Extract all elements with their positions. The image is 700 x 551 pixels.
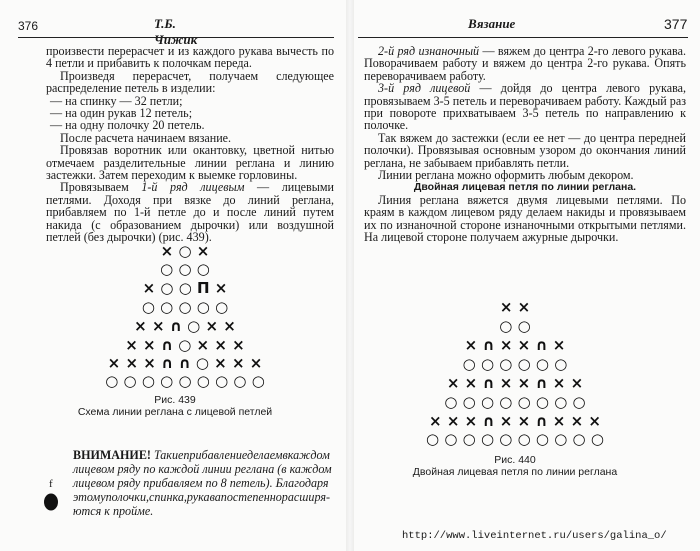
figure-439-svg <box>90 240 280 390</box>
figure-439-number: Рис. 439 <box>154 394 196 406</box>
fig439-row-5: × × ∩ ○ × × <box>134 317 236 335</box>
figure-440-number: Рис. 440 <box>494 454 536 466</box>
figure-440-title: Двойная лицевая петля по линии реглана <box>412 466 618 478</box>
margin-bullet-icon <box>42 492 60 512</box>
row1-emphasis: 1-й ряд лицевым <box>141 180 245 195</box>
right-paragraph-decor: Линии реглана можно оформить любым декором. <box>378 168 634 183</box>
figure-439-title: Схема линии реглана с лицевой петлей <box>77 406 273 418</box>
fig439-row-2: ○ ○ ○ <box>160 260 210 278</box>
left-paragraph-collar: Провязав воротник или окантовку, цветной нитью отмечаем разделительные линии реглана и линию застежки. Затем переходим к выемке горловины. <box>46 143 334 183</box>
right-running-head: Вязание <box>468 16 516 31</box>
right-page <box>350 0 700 551</box>
list-item-front: — на одну полочку 20 петель. <box>50 118 205 133</box>
list-item-back: — на спинку — 32 петли; <box>50 93 183 108</box>
warning-label: ВНИМАНИЕ! <box>73 448 151 462</box>
fig440-row-4: ○ ○ ○ ○ ○ ○ <box>462 355 568 373</box>
fig440-row-8: ○ ○ ○ ○ ○ ○ ○ ○ ○ ○ <box>426 430 604 448</box>
warning-text-1: Такиеприбавлениеделаемвкаждом <box>150 448 330 462</box>
row2-emphasis: 2-й ряд изнаночный <box>378 44 480 58</box>
right-paragraph-row3 <box>364 82 686 132</box>
warning-line-3: лицевом ряду прибавляем по 8 петель). Благодаря <box>73 476 329 490</box>
margin-mark: f <box>49 478 53 490</box>
row3-emphasis: 3-й ряд лицевой <box>378 81 471 96</box>
figure-440-svg <box>395 296 635 448</box>
right-paragraph-fastener: Так вяжем до застежки (если ее нет — до центра передней полочки). Провязывая основным узором до окончания линий реглана, не забываем прибавлять петли. <box>364 130 686 170</box>
fig440-row-1: × × <box>499 298 531 316</box>
left-paragraph-2: Произведя перерасчет, получаем следующее распределение петель в изделии: <box>46 68 334 96</box>
warning-line-1 <box>73 448 338 462</box>
fig439-row-1: × ○ × <box>160 242 210 260</box>
right-paragraph-row2 <box>364 45 686 82</box>
fig439-row-3: × ○ ○ П × <box>142 279 228 297</box>
list-item-sleeve: — на один рукав 12 петель; <box>50 106 193 121</box>
fig439-row-7: × × × ∩ ∩ ○ × × × <box>107 354 263 372</box>
fig440-row-5: × × ∩ × × ∩ × × <box>446 374 584 392</box>
figure-439-caption <box>70 394 280 418</box>
figure-440-chart <box>395 296 635 448</box>
warning-line-4: этомуполочки,спинка,рукавапостепеннорасширя- <box>73 490 330 504</box>
warning-line-5: ются к пройме. <box>73 504 154 518</box>
left-body-text <box>46 45 334 244</box>
fig439-row-4: ○ ○ ○ ○ ○ <box>141 298 229 316</box>
fig439-row-6: × × ∩ ○ × × × <box>125 336 245 354</box>
warning-block <box>73 448 338 518</box>
fig440-row-2: ○ ○ <box>499 317 531 335</box>
right-paragraph-double-loop: Линия реглана вяжется двумя лицевыми петлями. По краям в каждом лицевом ряду делаем накиды и провязываем их по изнаночной стороне изнаночными открытыми петлями. На лицевой стороне получаем ажурные дырочки. <box>364 192 686 245</box>
left-paragraph-row1 <box>46 181 334 243</box>
source-watermark: http://www.liveinternet.ru/users/galina_o/ <box>402 530 667 542</box>
fig440-row-6: ○ ○ ○ ○ ○ ○ ○ ○ <box>444 393 586 411</box>
fig440-row-7: × × × ∩ × × ∩ × × × <box>429 412 601 430</box>
left-page-number: 376 <box>18 19 39 33</box>
figure-440-caption <box>390 454 640 478</box>
row2-rest: — вяжем до центра 2-го левого рукава. Поворачиваем работу и вяжем до центра 2-го рукава. Опять переворачиваем работу. <box>364 44 686 83</box>
left-header-rule <box>18 37 334 38</box>
right-bold-heading: Двойная лицевая петля по линии реглана. <box>413 181 637 194</box>
row1-rest: — лицевыми петлями. Доходя при вязке до линий реглана, прибавляем по 1-й петле до и после линий путем накида (с образованием дырочки) или воздушной петлей (без дырочки) (рис. 439). <box>46 180 334 245</box>
fig439-row-8: ○ ○ ○ ○ ○ ○ ○ ○ ○ <box>105 372 265 390</box>
right-page-number: 377 <box>664 16 688 32</box>
fig440-row-3: × ∩ × × ∩ × <box>464 336 566 354</box>
warning-line-2: лицевом ряду по каждой линии реглана (в каждом <box>73 462 332 476</box>
left-paragraph-1: произвести перерасчет и из каждого рукава вычесть по 4 петли и прибавить к полочкам переда. <box>46 44 334 71</box>
right-body-text <box>364 45 686 244</box>
row1-lead: Провязываем <box>60 180 142 195</box>
left-running-head: Т.Б. Чижик <box>154 16 198 47</box>
row3-rest: — дойдя до центра левого рукава, провязываем 3-5 петель и переворачиваем работу. Каждый раз при повороте прихватываем 3-5 петель по направлению к полочке. <box>364 81 687 133</box>
right-header-rule <box>358 37 688 38</box>
figure-439-chart <box>90 240 280 390</box>
left-paragraph-after-list: После расчета начинаем вязание. <box>60 130 232 145</box>
